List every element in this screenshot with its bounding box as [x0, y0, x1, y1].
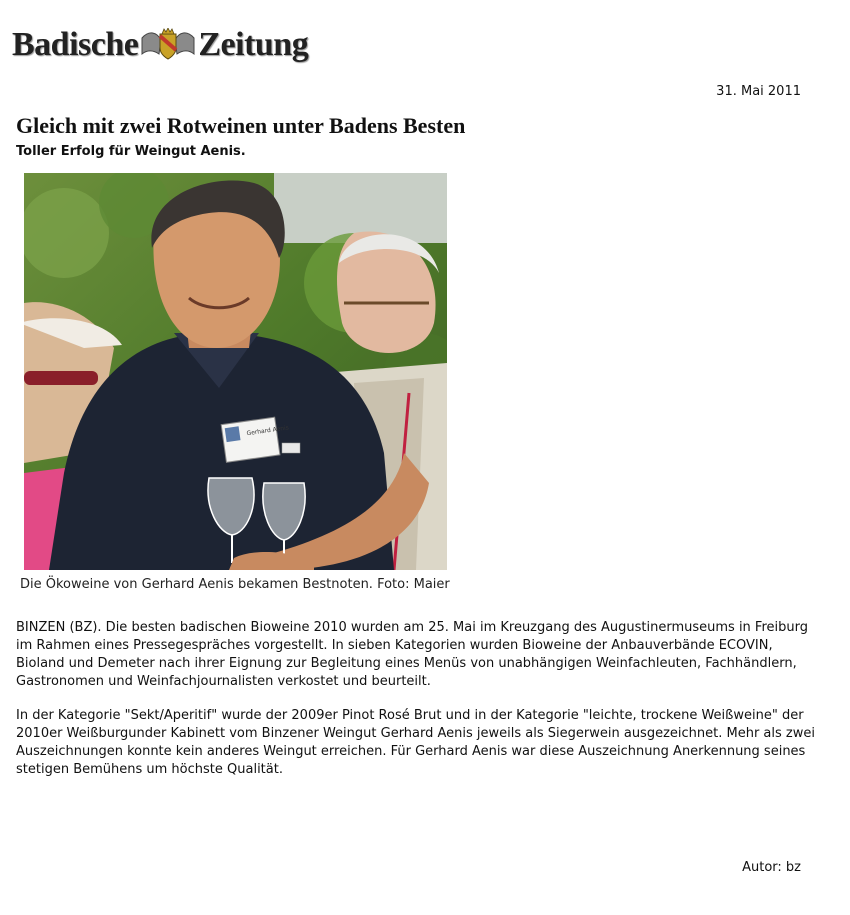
badge-text: Gerhard Aenis: [246, 424, 290, 438]
article-paragraph-2: In der Kategorie "Sekt/Aperitif" wurde der 2009er Pinot Rosé Brut und in der Kategorie "leichte, trockene Weißweine" der 2010er Weißburgunder Kabinett vom Binzener Weingut Gerhard Aenis jeweils als Siegerwein ausgezeichnet. Mehr als zwei Auszeichnungen konnte kein anderes Weingut erreichen. Für Gerhard Aenis war diese Auszeichnung Anerkennung seines stetigen Bemühens um höchste Qualität.: [16, 708, 815, 777]
article-subtitle: Toller Erfolg für Weingut Aenis.: [16, 144, 246, 159]
article-author: Autor: bz: [742, 860, 801, 875]
article-photo: [24, 173, 447, 570]
masthead-word-left: Badische: [12, 26, 139, 63]
masthead-word-right: Zeitung: [198, 26, 309, 63]
photo-caption: Die Ökoweine von Gerhard Aenis bekamen Bestnoten. Foto: Maier: [20, 577, 450, 592]
crest-icon: [139, 28, 197, 62]
article-paragraph-1: BINZEN (BZ). Die besten badischen Bioweine 2010 wurden am 25. Mai im Kreuzgang des Augustinermuseums in Freiburg im Rahmen eines Pressegespräches vorgestellt. In sieben Kategorien wurden Bioweine der Anbauverbände ECOVIN, Bioland und Demeter nach ihrer Eignung zur Begleitung eines Menüs von unabhängigen Weinfachleuten, Fachhändlern, Gastronomen und Weinfachjournalisten verkostet und beurteilt.: [16, 620, 808, 689]
article-title: Gleich mit zwei Rotweinen unter Badens Besten: [16, 113, 466, 138]
masthead-logo: [12, 24, 308, 66]
article-date: 31. Mai 2011: [716, 84, 801, 99]
